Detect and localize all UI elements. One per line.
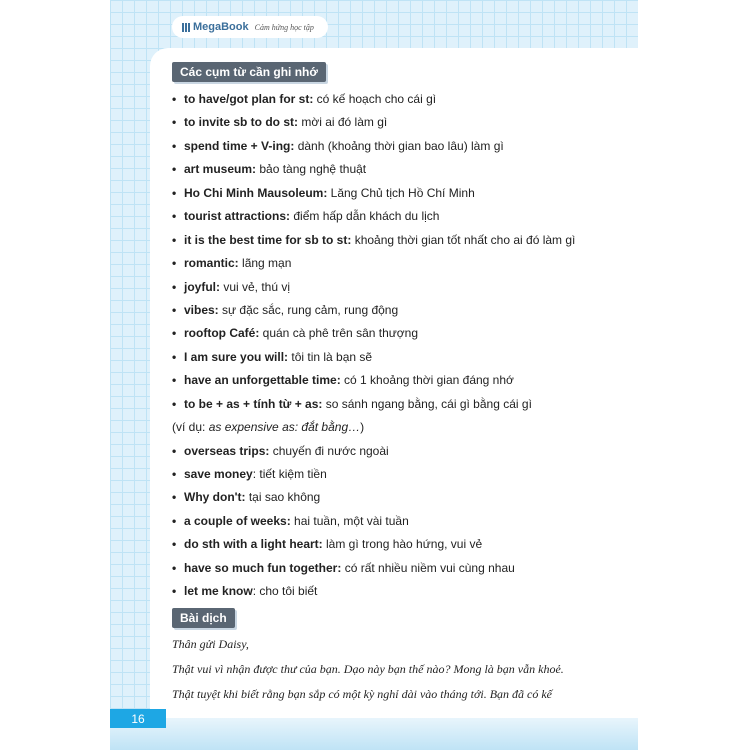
list-item: • joyful: vui vẻ, thú vị (172, 279, 291, 294)
footer-band (110, 718, 638, 750)
list-item: • romantic: lãng mạn (172, 256, 292, 271)
translation-line: Thật vui vì nhận được thư của bạn. Dạo này bạn thế nào? Mong là bạn vẫn khoẻ. (172, 662, 564, 676)
page-number: 16 (110, 709, 166, 728)
list-item: • to be + as + tính từ + as: so sánh ngang bằng, cái gì bằng cái gì (172, 396, 532, 411)
list-item: • tourist attractions: điểm hấp dẫn khách du lịch (172, 209, 440, 224)
brand-name: MegaBook (193, 21, 249, 33)
list-item: • I am sure you will: tôi tin là bạn sẽ (172, 349, 373, 364)
list-item: • have an unforgettable time: có 1 khoảng thời gian đáng nhớ (172, 373, 514, 388)
list-item: • rooftop Café: quán cà phê trên sân thượng (172, 326, 419, 341)
header-brand (172, 16, 328, 38)
translation-line: Thân gửi Daisy, (172, 637, 249, 651)
list-item: • it is the best time for sb to st: khoảng thời gian tốt nhất cho ai đó làm gì (172, 232, 576, 247)
list-item: • let me know: cho tôi biết (172, 584, 318, 599)
brand-tagline: Cảm hứng học tập (254, 22, 314, 32)
list-item: • vibes: sự đặc sắc, rung cảm, rung động (172, 302, 399, 317)
list-item: • do sth with a light heart: làm gì trong hào hứng, vui vẻ (172, 537, 483, 552)
list-item: • to have/got plan for st: có kế hoạch cho cái gì (172, 92, 437, 106)
list-item: • overseas trips: chuyến đi nước ngoài (172, 443, 389, 458)
list-item: • Ho Chi Minh Mausoleum: Lăng Chủ tịch Hồ Chí Minh (172, 185, 475, 200)
translation-text (172, 632, 564, 707)
vocab-section-title: Các cụm từ cần ghi nhớ (172, 62, 326, 82)
translation-section-title: Bài dịch (172, 608, 235, 628)
list-item: • Why don't: tại sao không (172, 490, 321, 505)
list-item: • have so much fun together: có rất nhiều niềm vui cùng nhau (172, 560, 515, 575)
list-item: • a couple of weeks: hai tuần, một vài tuần (172, 513, 409, 528)
megabook-logo-icon (182, 22, 190, 32)
vocab-list (172, 88, 575, 604)
list-item: • art museum: bảo tàng nghệ thuật (172, 162, 367, 177)
example-note: (ví dụ: as expensive as: đắt bằng…) (172, 420, 365, 435)
list-item: • save money: tiết kiệm tiền (172, 467, 327, 481)
list-item: • spend time + V-ing: dành (khoảng thời gian bao lâu) làm gì (172, 138, 504, 153)
list-item: • to invite sb to do st: mời ai đó làm gì (172, 115, 388, 130)
translation-line: Thật tuyệt khi biết rằng bạn sắp có một kỳ nghỉ dài vào tháng tới. Bạn đã có kế (172, 687, 553, 701)
